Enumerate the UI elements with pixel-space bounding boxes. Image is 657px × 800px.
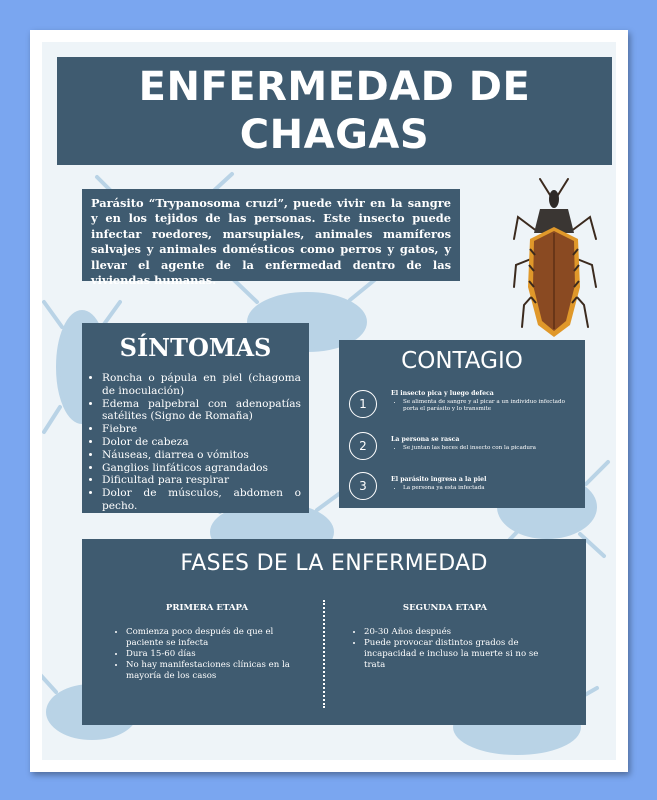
contagion-box [339, 340, 585, 508]
stage-divider [323, 600, 325, 708]
step-number: 2 [349, 432, 377, 460]
step-detail: • La persona ya esta infectada [403, 485, 575, 492]
phases-box [82, 539, 586, 725]
list-item: • No hay manifestaciones clínicas en la mayoría de los casos [126, 660, 302, 682]
stage-list [112, 627, 302, 682]
page-title [57, 57, 612, 159]
step-title: La persona se rasca [391, 436, 460, 443]
title-line-1: ENFERMEDAD DE [138, 64, 531, 110]
list-item: • Fiebre [102, 423, 301, 436]
step-title: El parásito ingresa a la piel [391, 476, 487, 483]
stage-second [350, 603, 540, 671]
stage-title: PRIMERA ETAPA [165, 603, 249, 613]
title-banner [57, 57, 612, 165]
list-item: • Dolor de cabeza [102, 436, 301, 449]
step-detail-list [391, 445, 575, 452]
list-item: • Dificultad para respirar [102, 474, 301, 487]
list-item: • Dolor de músculos, abdomen o pecho. [102, 487, 301, 513]
stage-first [112, 603, 302, 682]
step-text [391, 476, 575, 492]
step-detail-list [391, 399, 575, 413]
title-line-2: CHAGAS [239, 112, 430, 158]
step-detail: • Se alimenta de sangre y al picar a un individuo infectado porta el parásito y lo transmite [403, 399, 575, 413]
poster-frame [30, 30, 628, 772]
phases-title: FASES DE LA ENFERMEDAD [180, 551, 488, 576]
list-item: • Roncha o pápula en piel (chagoma de inoculación) [102, 372, 301, 398]
symptoms-title: SÍNTOMAS [119, 333, 272, 362]
step-text [391, 436, 575, 452]
list-item: • Náuseas, diarrea o vómitos [102, 449, 301, 462]
list-item: • 20-30 Años después [364, 627, 540, 638]
step-detail-list [391, 485, 575, 492]
list-item: • Dura 15-60 días [126, 649, 302, 660]
symptoms-list [82, 372, 309, 513]
poster [42, 42, 616, 760]
list-item: • Comienza poco después de que el paciente se infecta [126, 627, 302, 649]
kissing-bug-icon [510, 177, 600, 342]
step-text [391, 390, 575, 413]
list-item: • Puede provocar distintos grados de incapacidad e incluso la muerte si no se trata [364, 638, 540, 671]
intro-box [82, 189, 460, 288]
stage-title: SEGUNDA ETAPA [402, 603, 488, 613]
list-item: • Edema palpebral con adenopatías satélites (Signo de Romaña) [102, 398, 301, 424]
step-number: 1 [349, 390, 377, 418]
symptoms-box [82, 323, 309, 513]
intro-text: Parásito “Trypanosoma cruzi”, puede vivir en la sangre y en los tejidos de las personas. Este insecto puede infectar roedores, marsupiales, animales mamíferos salvajes y animales domésticos como perros y gatos, y llevar el agente de la enfermedad dentro de las viviendas humanas. [91, 196, 451, 288]
step-detail: • Se juntan las heces del insecto con la picadura [403, 445, 575, 452]
stage-list [350, 627, 540, 671]
step-number: 3 [349, 472, 377, 500]
step-title: El insecto pica y luego defeca [391, 390, 494, 397]
list-item: • Ganglios linfáticos agrandados [102, 462, 301, 475]
contagion-title: CONTAGIO [401, 348, 523, 374]
